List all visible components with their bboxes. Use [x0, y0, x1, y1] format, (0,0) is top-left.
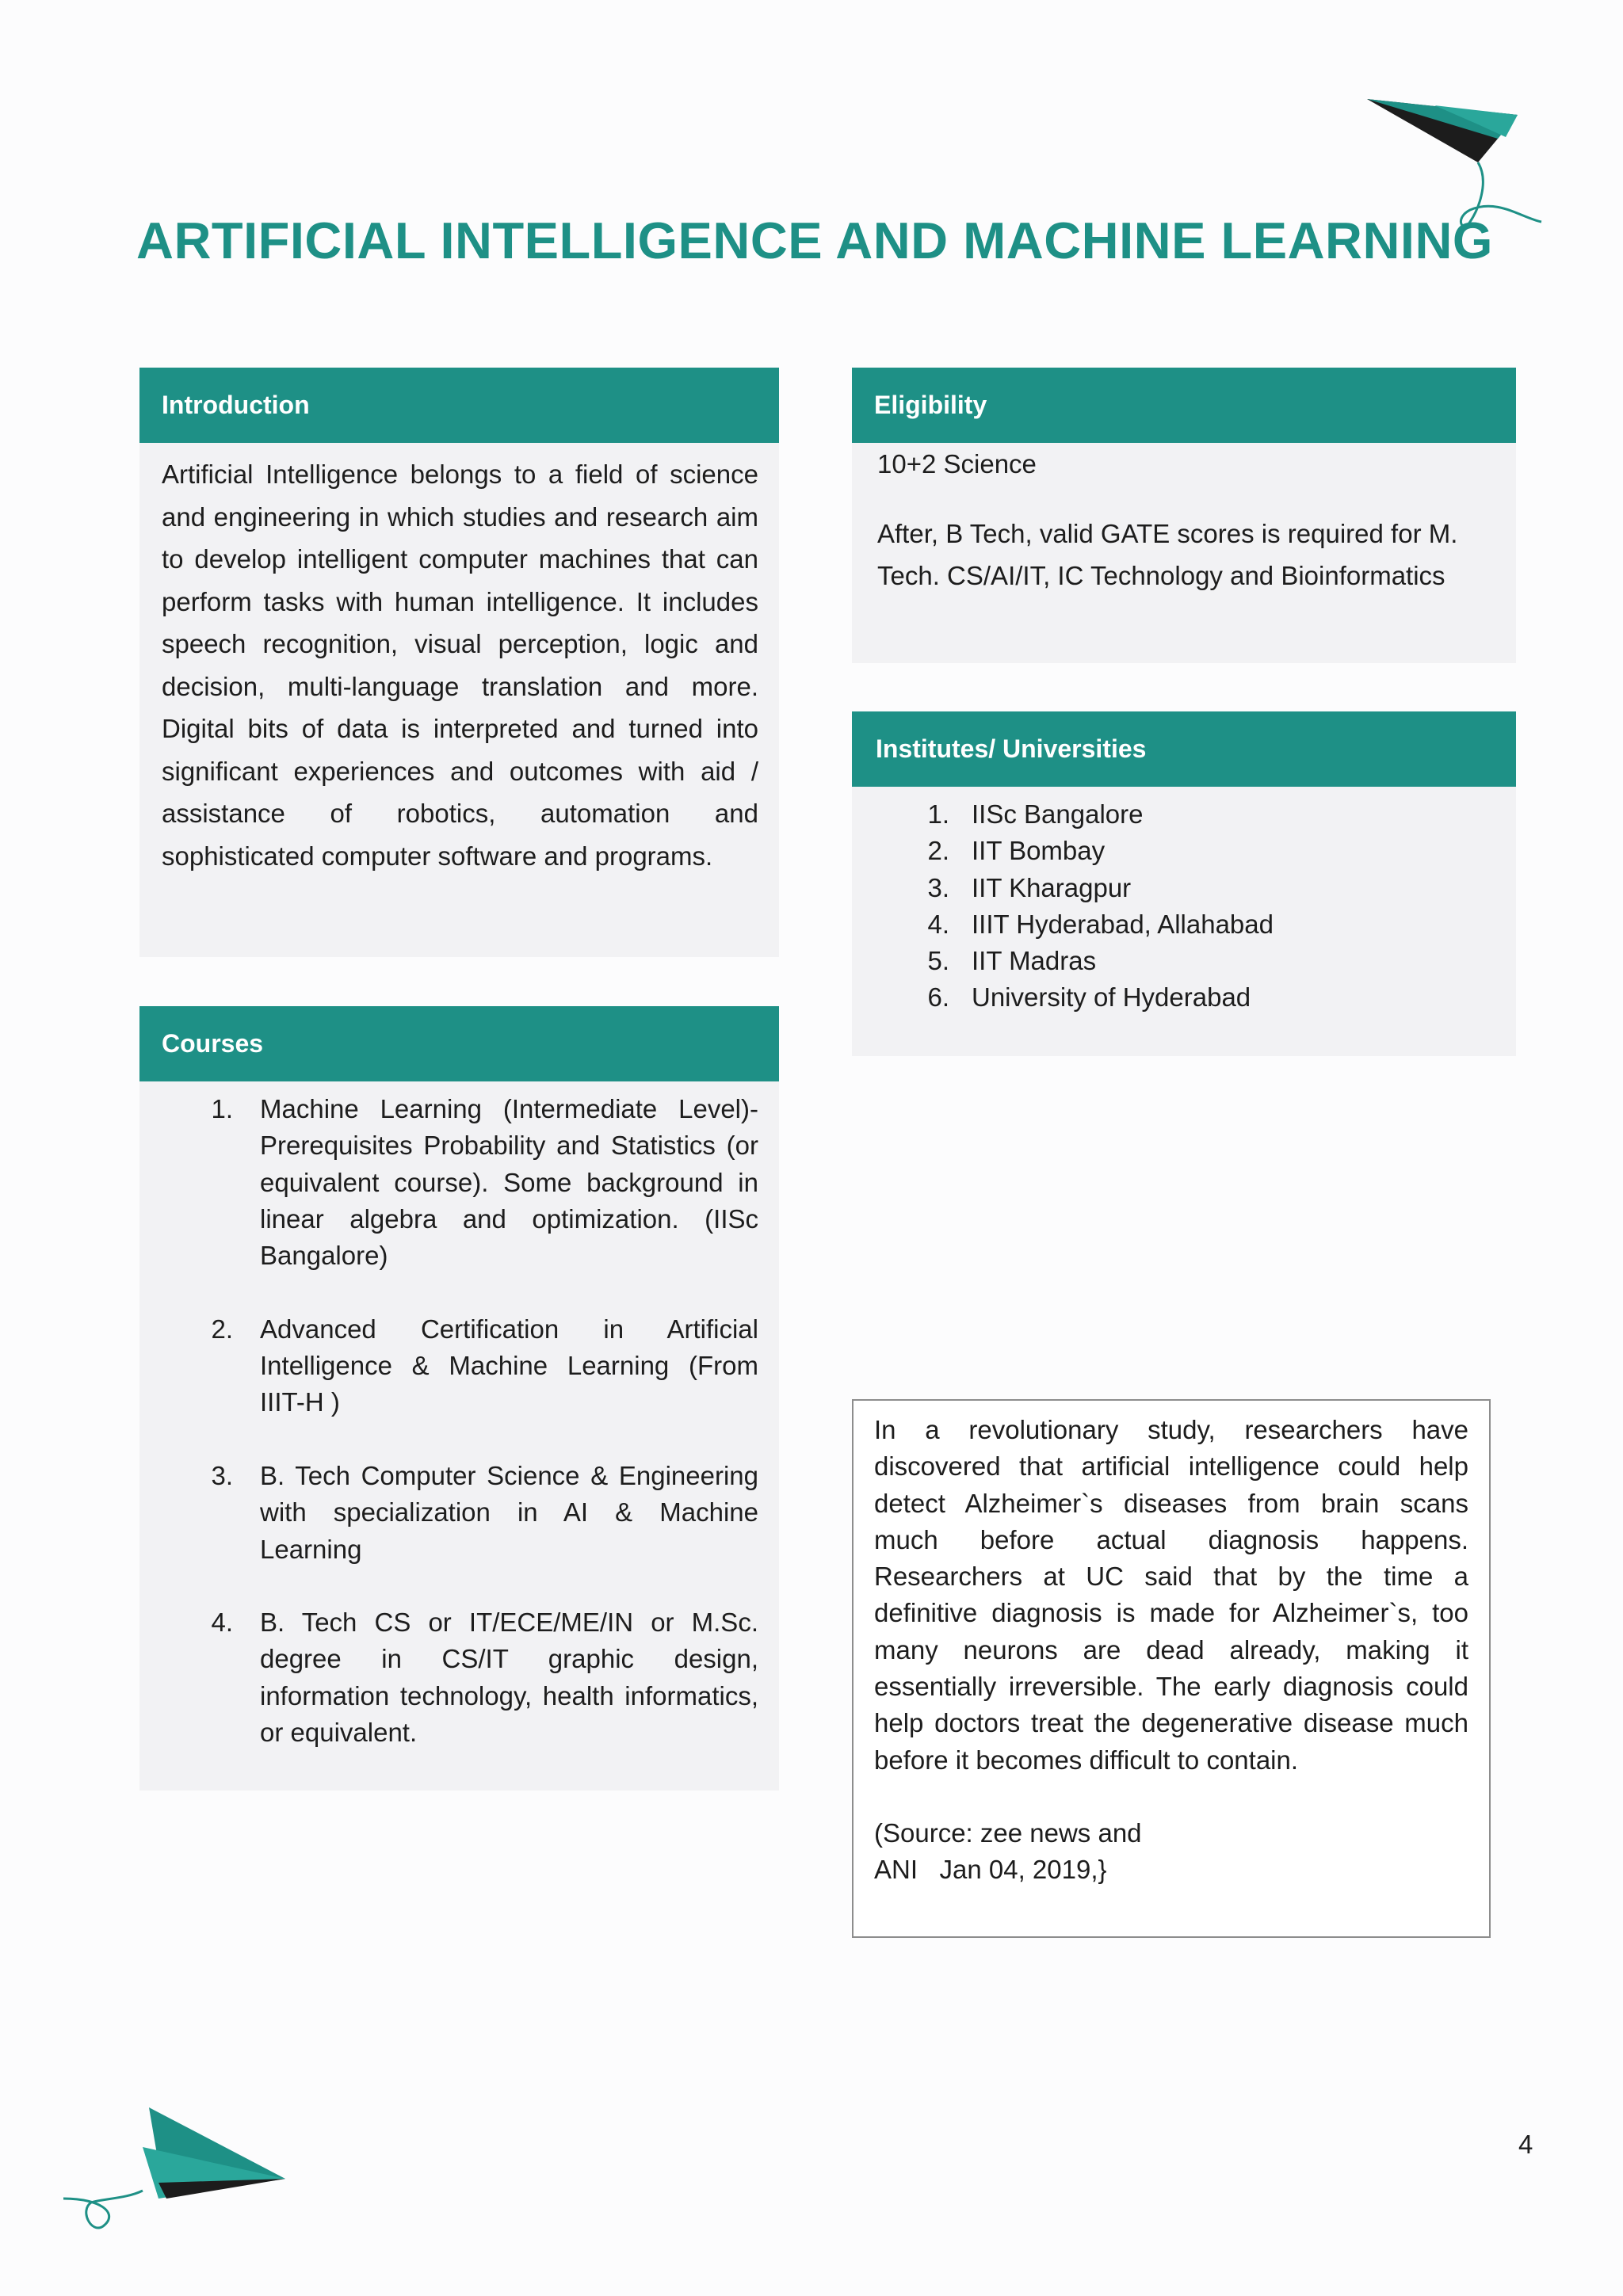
list-text: IIT Madras [972, 946, 1097, 976]
list-item [139, 1604, 758, 1751]
eligibility-line2: After, B Tech, valid GATE scores is required for M. Tech. CS/AI/IT, IC Technology and Bioinformatics [877, 519, 1458, 590]
eligibility-line1: 10+2 Science [877, 449, 1037, 479]
courses-heading-text: Courses [162, 1029, 264, 1058]
list-text: IISc Bangalore [972, 799, 1144, 829]
introduction-heading-text: Introduction [162, 391, 310, 419]
list-text: IIT Kharagpur [972, 872, 1132, 902]
list-text: IIIT Hyderabad, Allahabad [972, 909, 1274, 939]
institutes-list [852, 796, 1516, 1016]
page-number: 4 [1518, 2130, 1533, 2159]
eligibility-heading-text: Eligibility [874, 391, 987, 419]
list-item [139, 1311, 758, 1421]
list-number: 5. [927, 946, 949, 976]
list-item [139, 1091, 758, 1274]
list-item [852, 833, 1516, 869]
institutes-card [852, 787, 1516, 1056]
list-text: IIT Bombay [972, 836, 1106, 866]
list-text: B. Tech Computer Science & Engineering with specialization in AI & Machine Learning [260, 1460, 758, 1564]
list-text: B. Tech CS or IT/ECE/ME/IN or M.Sc. degree in CS/IT graphic design, information technology, health informatics, or equivalent. [260, 1608, 758, 1748]
introduction-heading [139, 368, 779, 443]
list-number: 2. [927, 836, 949, 866]
list-number: 2. [211, 1314, 233, 1344]
list-text: Advanced Certification in Artificial Intelligence & Machine Learning (From IIIT-H ) [260, 1314, 758, 1417]
list-text: University of Hyderabad [972, 982, 1251, 1013]
introduction-text: Artificial Intelligence belongs to a field of science and engineering in which studies and research aim to develop intelligent computer machines that can perform tasks with human intelligence. It includes speech recognition, visual perception, logic and decision, multi-language translation and more. Digital bits of data is interpreted and turned into significant experiences and outcomes with aid / assistance of robotics, automation and sophisticated computer software and programs. [162, 460, 758, 871]
list-number: 1. [927, 799, 949, 829]
list-number: 4. [211, 1608, 233, 1638]
news-box [852, 1399, 1491, 1938]
news-source-line2: ANI Jan 04, 2019,} [874, 1855, 1107, 1885]
list-number: 3. [211, 1460, 233, 1490]
news-text: In a revolutionary study, researchers have discovered that artificial intelligence could help detect Alzheimer`s diseases from brain scans much before actual diagnosis happens. Researchers at UC said that by the time a definitive diagnosis is made for Alzheimer`s, too many neurons are dead already, making it essentially irreversible. The early diagnosis could help doctors treat the degenerative disease much before it becomes difficult to contain. [874, 1415, 1468, 1775]
list-text: Machine Learning (Intermediate Level)- Prerequisites Probability and Statistics (or equivalent course). Some background in linear algebra and optimization. (IISc Bangalore) [260, 1094, 758, 1271]
list-item [139, 1458, 758, 1568]
list-number: 4. [927, 909, 949, 939]
list-item [852, 906, 1516, 943]
courses-card [139, 1081, 779, 1791]
paper-plane-icon [55, 2100, 293, 2258]
introduction-card [139, 443, 779, 957]
list-number: 6. [927, 982, 949, 1013]
list-item [852, 979, 1516, 1016]
institutes-heading [852, 711, 1516, 787]
list-number: 1. [211, 1094, 233, 1123]
page-title: ARTIFICIAL INTELLIGENCE AND MACHINE LEARNING [136, 212, 1493, 269]
courses-list [139, 1091, 758, 1751]
courses-heading [139, 1006, 779, 1081]
list-item [852, 943, 1516, 979]
eligibility-heading [852, 368, 1516, 443]
institutes-heading-text: Institutes/ Universities [876, 734, 1147, 763]
list-number: 3. [927, 872, 949, 902]
list-item [852, 870, 1516, 906]
eligibility-card [852, 443, 1516, 663]
list-item [852, 796, 1516, 833]
news-source-line1: (Source: zee news and [874, 1817, 1142, 1848]
